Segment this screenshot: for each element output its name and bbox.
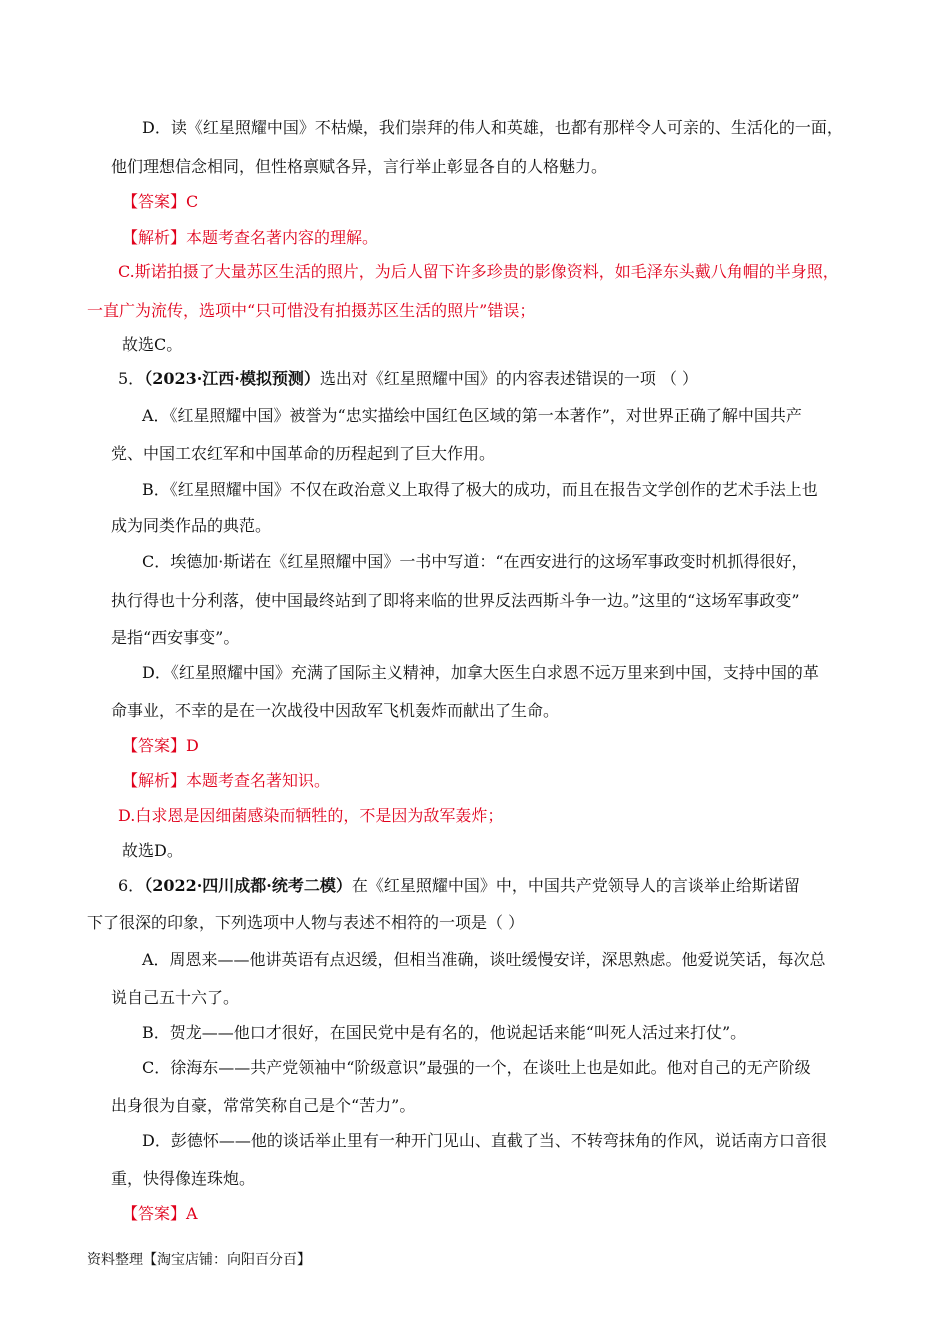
q5-option-d-line2: 命事业，不幸的是在一次战役中因敌军飞机轰炸而献出了生命。 [111, 701, 560, 720]
q5-answer [122, 736, 199, 756]
q4-conclusion: 故选C。 [122, 335, 183, 354]
q6-option-c-line2: 出身很为自豪，常常笑称自己是个“苦力”。 [111, 1096, 416, 1115]
q5-stem [118, 369, 698, 389]
q4-analysis [122, 228, 378, 248]
question-source: （2023·江西·模拟预测） [144, 369, 320, 388]
q6-stem-line1 [118, 876, 800, 896]
q6-option-a-line1: A．周恩来——他讲英语有点迟缓，但相当准确，谈吐缓慢安详，深思熟虑。他爱说笑话，每次总 [142, 950, 826, 969]
q5-option-b-line1: B．《红星照耀中国》不仅在政治意义上取得了极大的成功，而且在报告文学创作的艺术手法上也 [142, 480, 818, 499]
q6-option-b-line1: B．贺龙——他口才很好，在国民党中是有名的，他说起话来能“叫死人活过来打仗”。 [142, 1023, 747, 1042]
q4-option-d-line1: D．读《红星照耀中国》不枯燥，我们崇拜的伟人和英雄，也都有那样令人可亲的、生活化的一面， [142, 118, 843, 137]
answer-value: D [186, 736, 199, 755]
question-source: （2022·四川成都·统考二模） [144, 876, 352, 895]
q4-option-d-line2: 他们理想信念相同，但性格禀赋各异，言行举止彰显各自的人格魅力。 [111, 157, 608, 176]
q6-option-a-line2: 说自己五十六了。 [111, 988, 240, 1007]
answer-value: C [186, 192, 199, 211]
q5-option-b-line2: 成为同类作品的典范。 [111, 516, 272, 535]
q5-option-c-line1: C．埃德加·斯诺在《红星照耀中国》一书中写道：“在西安进行的这场军事政变时机抓得很好， [142, 552, 808, 571]
analysis-text: 本题考查名著内容的理解。 [186, 228, 379, 247]
answer-tag: 【答案】 [122, 192, 187, 211]
q6-option-d-line2: 重，快得像连珠炮。 [111, 1169, 256, 1188]
q4-detail-line1: C.斯诺拍摄了大量苏区生活的照片，为后人留下许多珍贵的影像资料，如毛泽东头戴八角帽的半身照， [118, 262, 839, 281]
q4-detail-line2: 一直广为流传，选项中“只可惜没有拍摄苏区生活的照片”错误； [87, 301, 536, 320]
q6-stem-line2: 下了很深的印象，下列选项中人物与表述不相符的一项是（ ） [87, 913, 525, 932]
answer-tag: 【答案】 [122, 1204, 187, 1223]
q6-answer [122, 1204, 198, 1224]
question-number: 6． [118, 876, 145, 895]
q6-option-d-line1: D．彭德怀——他的谈话举止里有一种开门见山、直截了当、不转弯抹角的作风，说话南方口音很 [142, 1131, 827, 1150]
q6-option-c-line1: C．徐海东——共产党领袖中“阶级意识”最强的一个，在谈吐上也是如此。他对自己的无产阶级 [142, 1058, 811, 1077]
q5-option-c-line2: 执行得也十分利落，使中国最终站到了即将来临的世界反法西斯斗争一边。”这里的“这场军事政变” [111, 591, 800, 610]
question-text: 选出对《红星照耀中国》的内容表述错误的一项 （ ） [319, 369, 699, 388]
question-number: 5． [118, 369, 145, 388]
q5-option-a-line2: 党、中国工农红军和中国革命的历程起到了巨大作用。 [111, 444, 496, 463]
answer-tag: 【答案】 [122, 736, 187, 755]
question-text: 在《红星照耀中国》中，中国共产党领导人的言谈举止给斯诺留 [351, 876, 800, 895]
q5-option-c-line3: 是指“西安事变”。 [111, 628, 240, 647]
analysis-tag: 【解析】 [122, 228, 187, 247]
q5-detail-line1: D.白求恩是因细菌感染而牺牲的，不是因为敌军轰炸； [118, 806, 504, 825]
analysis-tag: 【解析】 [122, 771, 187, 790]
analysis-text: 本题考查名著知识。 [186, 771, 331, 790]
q4-answer [122, 192, 198, 212]
q5-option-a-line1: A．《红星照耀中国》被誉为“忠实描绘中国红色区域的第一本著作”，对世界正确了解中国共产 [142, 406, 802, 425]
q5-analysis [122, 771, 330, 791]
page-footer: 资料整理【淘宝店铺：向阳百分百】 [87, 1252, 311, 1268]
q5-conclusion: 故选D。 [122, 841, 183, 860]
answer-value: A [186, 1204, 198, 1223]
q5-option-d-line1: D．《红星照耀中国》充满了国际主义精神，加拿大医生白求恩不远万里来到中国，支持中国的革 [142, 663, 819, 682]
